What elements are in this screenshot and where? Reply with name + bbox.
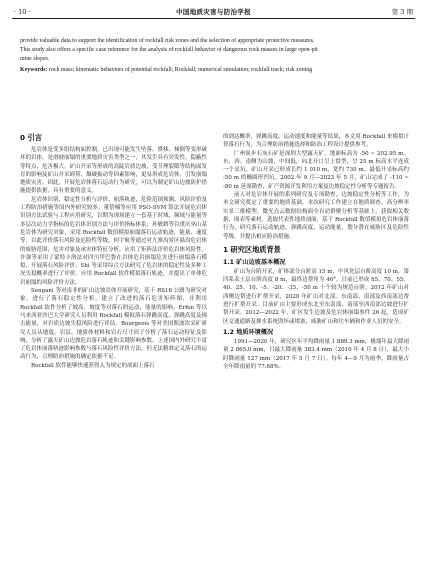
paragraph: 危岩体是受多组结构面控制，已出现可能发生坠落、滑移、倾倒等变形破坏的岩体，是滑坡崩塌的重要地质灾害类型之一，其发生具有突发性、隐蔽性等特点，危害极大。矿山开采等形成的高陡岩质边坡，受节理裂隙等结构面发育的影响及矿山开采卸荷、爆破振动等因素影响，更易形成危岩体，引发崩塌地质灾害。因此，开展危岩体落石运动行为研究，可以为制定矿山边坡防护措施提供依据，具有重要的意义。 xyxy=(20,147,208,195)
paragraph: 前人对危岩体开展的系列研究及专项勘查、边坡稳定性分析等工作，为本文研究奠定了重要的地质基础。本次研究工作建立在地质调查、高分辨率实景三维模型、微光点云数据结构面全自动群聚分析等基础上，获取相关数据、图表等素材，选取代表性地质剖面，基于 Rockfall 数值模拟危岩体崩落行为，研究落石运动轨迹、弹跳高度、运动能量，划分潜在威胁区及危险性等级，并提出相应防治措施。 xyxy=(223,192,409,240)
paragraph: 的到达概率、弹跳高度、运动速度和能量等结果，本文用 Rockfall 来模拟计算落石行为，为合理防治措施选择和防治工程设计提供参考。 xyxy=(223,134,409,149)
keywords-label: Keywords: xyxy=(20,67,48,74)
subsection-heading-environment: 1.2 地质环境概况 xyxy=(223,328,274,336)
left-column xyxy=(20,133,207,370)
paragraph: 危岩体识别、稳定性分析与评价、崩落轨迹、危险范围预测、风险评价及工程防治措施等国内外研究较多。董蓓楠等应用 PSO-SVM 算法开展危岩体识别方法试验与工程应用研究，以期为现场建立一套基于时域、频域与能量等多层次动力学指标的危岩体识别方法与评价指标体系；孙敏鹤等以重庆巫山某危岩体为研究对象，采用 Rockfall 数值模拟崩塌落石运动轨迹、能量、速度等，以此评价落石风险及危险性等级。何宇航等通过对九寨沟景区悬沟危岩体的威胁范围、危害对象及承灾体特征分析，应用了矩阵法评价危岩体风险性。许强等采用了蒙特卡洛法对四川甲巴鲁在岩体危岩崩塌危害进行崩塌落石模拟，开展落石风险评价。Shi 等采用综合方法研究了危岩体的稳定性及多种工况失稳概率进行了评价。应用 Rockfall 软件模拟落石轨迹，并提出了单体危岩崩塌的风险评价方法。 xyxy=(20,196,208,286)
english-abstract xyxy=(20,37,407,75)
paragraph: Sengani 等对南非的矿山边坡岩体开展研究，基于 RS18 公路为研究对象，进行了落石稳定性分析，建立了改进的落石危害矩阵图，并利用 Rockfall 软件分析了坡高、坡度等对落石的运动、能量的影响。Erfen 等以马来西亚沙巴大学研究人员利用 Rockfall 模拟落石弹跳高度、弹跳高度及撞击能量，对岩质边坡失稳风险进行评估。Bourgeois 等对美国斯波坎采矿研究人员从地震、岩层、地质体材料和岩石尺寸因子分析了落石运动特征及影响，分析了露天矿山边坡危岩落石轨迹和关键影响参数。上述国内外研究丰富了危岩体崩落轨迹影响参数与落石风险性评价方法，但无法精准定义落石的运动行为，合理防治措施的确定依据不足。 xyxy=(20,288,208,361)
issue-number: 第 3 期 xyxy=(391,8,413,16)
section-heading-introduction: 0 引言 xyxy=(20,133,42,142)
page-number: · 10 · xyxy=(14,8,31,16)
paragraph: 广州炭步石灰石矿是深圳大型露天矿，地面标高为 -50 ~ 202.95 m。东、西、南侧为山坡，中间低，向北开口呈上窝型，呈 25 m 标高水平连成一个采坑。矿山开采已形成长约 1 010 m，宽约 730 m，最低开采标高约 -50 m 的椭圆形凹坑。2002 年 9 月—2023 年 5 月，矿山完成了 -110 ~ -80 m 延深勘查，矿产资源开发利用方案及边坡稳定性分析等专题报告。 xyxy=(223,150,409,190)
subsection-heading-slope: 1.1 矿山边坡基本概况 xyxy=(223,258,286,266)
page-header xyxy=(12,6,415,19)
paragraph: Rockfall 软件能够快速获得入为规定的剖面上落石 xyxy=(31,362,155,369)
abstract-line: mine slopes. xyxy=(20,56,50,63)
section-heading-geology: 1 研究区地质背景 xyxy=(223,244,281,254)
keywords-text: rock mass; kinematic behaviors of potential rockfall; Rockfall; numerical simulation; rockfall track; risk zoning xyxy=(48,67,313,74)
paragraph: 矿山为台阶开采，矿体部分台阶高 15 m，中风化层台阶高度 10 m，第四系表土层台阶高度 8 m，最终边帮角为 46°。目前已形成 85、70、55、40、25、10、-5、-20、-35、-50 m 十个较为规范台阶。2012 年矿山对西侧边帮进行扩帮开采，2020 年矿山对北部、东南部、南部及西南部边帮进行扩帮开采。目前矿山主要形成东北至东南部、南部至西南部边坡进行扩帮开采。2012—2022 年，矿区发生边坡及危岩体崩塌事件 26 起，造成矿区交通道路及排水系统毁坏或堵塞，威胁矿山和往车辆和作业人员的安全。 xyxy=(223,268,409,325)
abstract-line: provide valuable data to support the identification of rockfall risk zones and the selection of appropriate protective measures. xyxy=(20,38,315,44)
abstract-line: This study also offers a specific case reference for the analysis of rockfall behavior of dangerous rock masses in large open-pit xyxy=(20,47,318,54)
journal-title: 中国地质灾害与防治学报 xyxy=(176,8,251,16)
right-column xyxy=(223,133,409,371)
keywords xyxy=(20,66,407,75)
paragraph: 1991—2020 年，研究区年平均降雨量 1 889.3 mm，极端年最大降雨量 2 865.0 mm，日最大降雨量 383.4 mm（2010 年 4 月 8 日），最大小时降雨量 127 mm（2017 年 5 月 7 日）。每年 4—9 月为雨季，降雨量占全年降雨量的 77.68%。 xyxy=(223,338,409,370)
